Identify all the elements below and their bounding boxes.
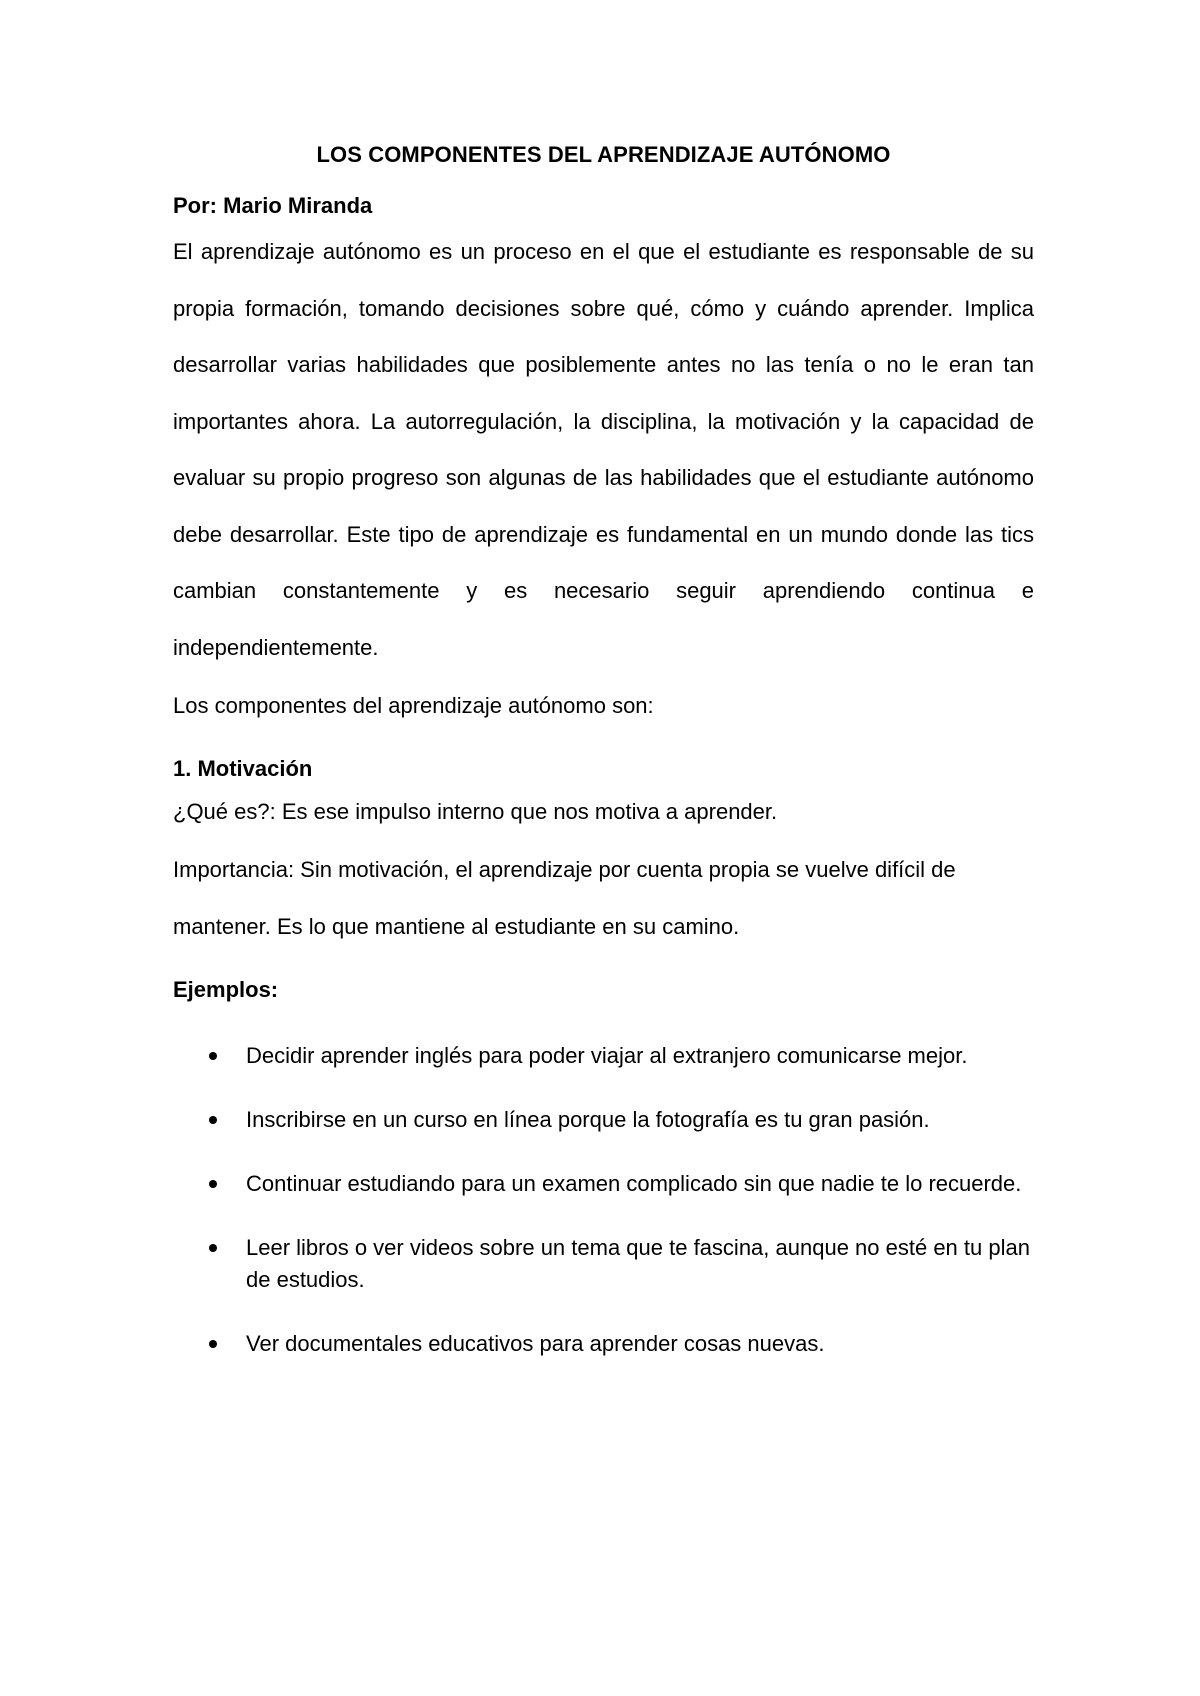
example-text: Inscribirse en un curso en línea porque la fotografía es tu gran pasión. [246, 1107, 930, 1132]
examples-list [173, 1040, 1034, 1360]
components-intro: Los componentes del aprendizaje autónomo son: [173, 693, 654, 718]
bullet-icon [209, 1244, 217, 1252]
bullet-icon [209, 1340, 217, 1348]
intro-paragraph: El aprendizaje autónomo es un proceso en el que el estudiante es responsable de su propia formación, tomando decisiones sobre qué, cómo y cuándo aprender. Implica desarrollar varias habilidades que posiblemente antes no las tenía o no le eran tan importantes ahora. La autorregulación, la disciplina, la motivación y la capacidad de evaluar su propio progreso son algunas de las habilidades que el estudiante autónomo debe desarrollar. Este tipo de aprendizaje es fundamental en un mundo donde las tics cambian constantemente y es necesario seguir aprendiendo continua e independientemente. [173, 239, 1034, 660]
example-text: Leer libros o ver videos sobre un tema que te fascina, aunque no esté en tu plan de estudios. [246, 1235, 1030, 1292]
importance-text: Importancia: Sin motivación, el aprendizaje por cuenta propia se vuelve difícil de mantener. Es lo que mantiene al estudiante en su camino. [173, 857, 956, 939]
example-item [173, 1104, 1034, 1136]
example-text: Continuar estudiando para un examen complicado sin que nadie te lo recuerde. [246, 1171, 1022, 1196]
example-item [173, 1232, 1034, 1296]
example-item [173, 1328, 1034, 1360]
document-title: LOS COMPONENTES DEL APRENDIZAJE AUTÓNOMO [316, 142, 891, 167]
bullet-icon [209, 1180, 217, 1188]
example-item [173, 1168, 1034, 1200]
bullet-icon [209, 1116, 217, 1124]
examples-heading: Ejemplos: [173, 977, 279, 1002]
example-item [173, 1040, 1034, 1072]
example-text: Ver documentales educativos para aprender cosas nuevas. [246, 1331, 825, 1356]
document-author: Por: Mario Miranda [173, 193, 373, 218]
bullet-icon [209, 1052, 217, 1060]
example-text: Decidir aprender inglés para poder viajar al extranjero comunicarse mejor. [246, 1043, 968, 1068]
what-is-text: ¿Qué es?: Es ese impulso interno que nos motiva a aprender. [173, 799, 778, 824]
section-heading-motivacion: 1. Motivación [173, 756, 313, 781]
document-content [173, 140, 1034, 1392]
